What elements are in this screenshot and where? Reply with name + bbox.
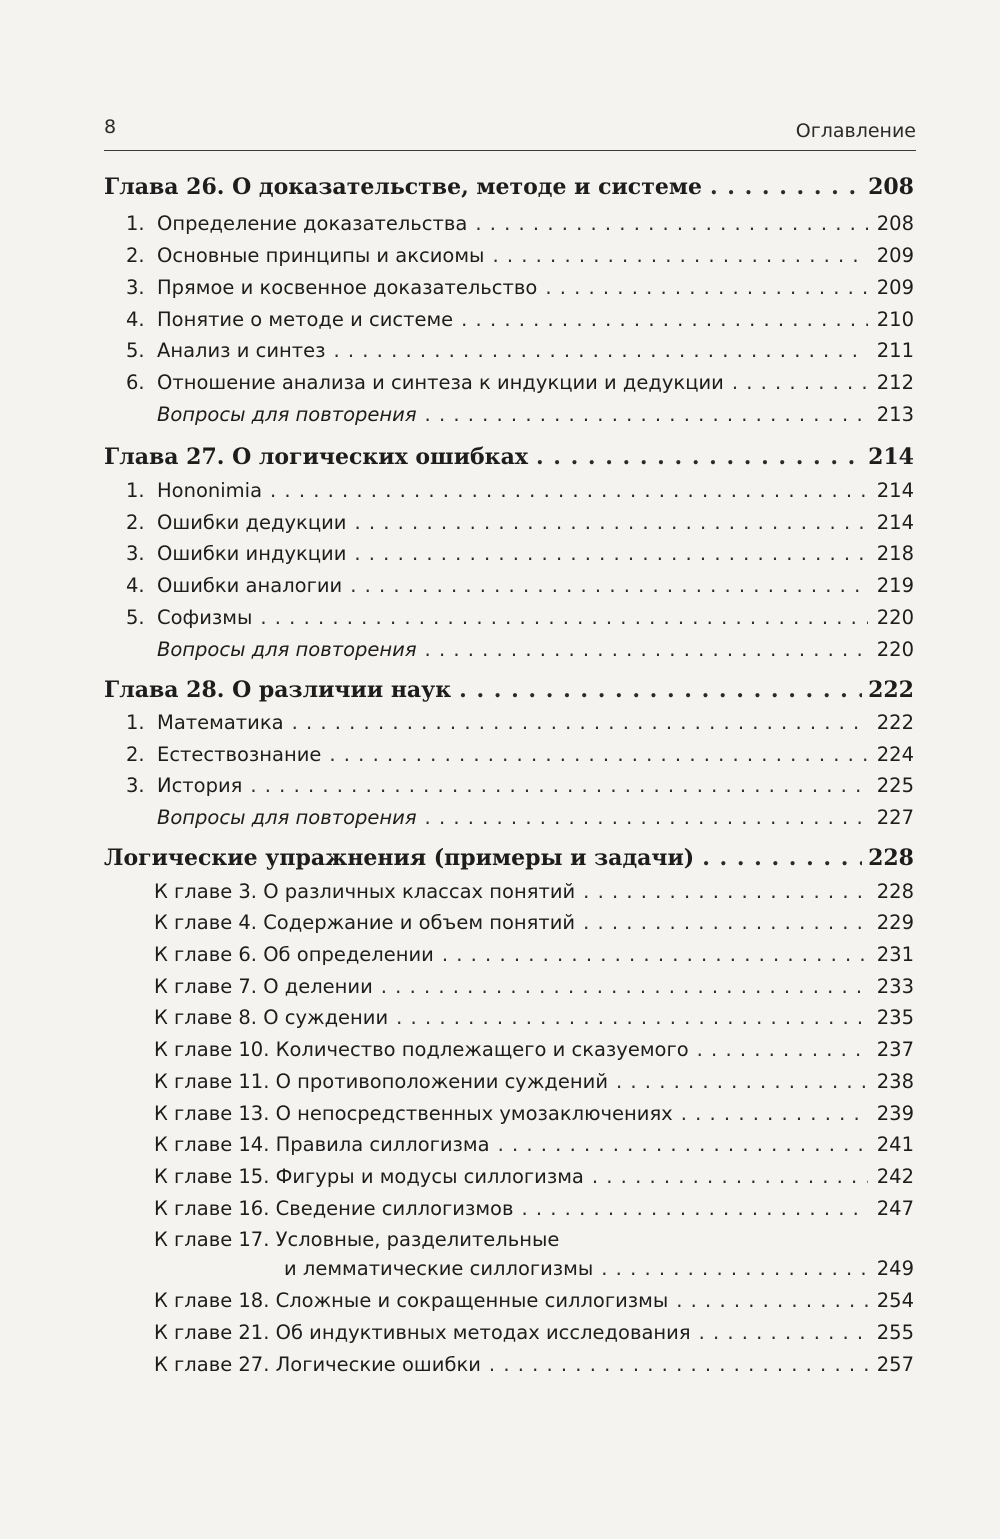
- dot-leader: [425, 638, 868, 661]
- chapter-title: Глава 28. О различии наук: [104, 677, 452, 703]
- item-title: Ошибки индукции: [157, 542, 347, 565]
- item-page: 257: [876, 1353, 914, 1376]
- item-number: 2.: [126, 743, 145, 766]
- item-page: 219: [876, 574, 914, 597]
- toc-review-questions: [104, 806, 914, 829]
- dot-leader: [601, 1257, 868, 1280]
- toc-exercise-item: [104, 1197, 914, 1220]
- item-page: 218: [876, 542, 914, 565]
- toc-exercise-item: [104, 943, 914, 966]
- item-page: 231: [876, 943, 914, 966]
- item-page: 228: [876, 880, 914, 903]
- toc-item: [104, 574, 914, 597]
- item-page: 211: [876, 339, 914, 362]
- item-title: Ошибки аналогии: [157, 574, 343, 597]
- dot-leader: [592, 1165, 868, 1188]
- section-title: Оглавление: [795, 120, 916, 142]
- item-page: 225: [876, 774, 914, 797]
- dot-leader: [732, 371, 868, 394]
- toc-chapter-27: [104, 444, 914, 470]
- item-page: 233: [876, 975, 914, 998]
- item-title: К главе 21. Об индуктивных методах исследования: [154, 1321, 691, 1344]
- dot-leader: [425, 403, 868, 426]
- item-page: 214: [876, 511, 914, 534]
- dot-leader: [333, 339, 868, 362]
- item-page: 238: [876, 1070, 914, 1093]
- item-title: Определение доказательства: [157, 212, 468, 235]
- item-page: 222: [876, 711, 914, 734]
- dot-leader: [350, 574, 868, 597]
- dot-leader: [396, 1006, 868, 1029]
- item-page: 235: [876, 1006, 914, 1029]
- item-title: К главе 7. О делении: [154, 975, 373, 998]
- toc-exercise-item-first-line: [104, 1228, 914, 1251]
- item-number: 3.: [126, 542, 145, 565]
- toc-item: [104, 276, 914, 299]
- item-page: 214: [876, 479, 914, 502]
- toc-exercise-item-continuation: [104, 1257, 914, 1280]
- toc-exercise-item: [104, 880, 914, 903]
- toc-exercise-item: [104, 1321, 914, 1344]
- dot-leader: [492, 244, 868, 267]
- chapter-title: Глава 26. О доказательстве, методе и системе: [104, 174, 702, 200]
- item-page: 254: [876, 1289, 914, 1312]
- item-title: К главе 13. О непосредственных умозаключениях: [154, 1102, 673, 1125]
- toc-item: [104, 244, 914, 267]
- dot-leader: [710, 174, 862, 200]
- item-page: 209: [876, 244, 914, 267]
- toc-item: [104, 606, 914, 629]
- toc-item: [104, 371, 914, 394]
- toc-exercise-item: [104, 1070, 914, 1093]
- item-page: 255: [876, 1321, 914, 1344]
- toc-item: [104, 711, 914, 734]
- dot-leader: [425, 806, 868, 829]
- item-title: К главе 27. Логические ошибки: [154, 1353, 481, 1376]
- item-number: 4.: [126, 574, 145, 597]
- dot-leader: [498, 1133, 868, 1156]
- item-title: История: [157, 774, 243, 797]
- item-title: К главе 18. Сложные и сокращенные силлогизмы: [154, 1289, 669, 1312]
- toc-exercise-item: [104, 1133, 914, 1156]
- item-title: Вопросы для повторения: [157, 638, 417, 661]
- header-rule: [104, 150, 916, 151]
- item-title: Понятие о методе и системе: [157, 308, 454, 331]
- item-title: Анализ и синтез: [157, 339, 326, 362]
- item-number: 2.: [126, 511, 145, 534]
- item-number: 3.: [126, 774, 145, 797]
- item-number: 1.: [126, 212, 145, 235]
- item-title: К главе 8. О суждении: [154, 1006, 389, 1029]
- item-title: К главе 11. О противоположении суждений: [154, 1070, 608, 1093]
- item-number: 3.: [126, 276, 145, 299]
- dot-leader: [292, 711, 868, 734]
- item-title: К главе 10. Количество подлежащего и сказуемого: [154, 1038, 689, 1061]
- item-title-continuation: и лемматические силлогизмы: [284, 1257, 594, 1280]
- chapter-title: Глава 27. О логических ошибках: [104, 444, 528, 470]
- dot-leader: [676, 1289, 868, 1312]
- item-title: Ошибки дедукции: [157, 511, 347, 534]
- toc-exercise-item: [104, 1102, 914, 1125]
- item-page: 220: [876, 638, 914, 661]
- dot-leader: [699, 1321, 868, 1344]
- dot-leader: [260, 606, 868, 629]
- toc-item: [104, 542, 914, 565]
- item-number: 1.: [126, 479, 145, 502]
- item-title: Hononimia: [157, 479, 263, 502]
- toc-item: [104, 774, 914, 797]
- chapter-page: 228: [868, 845, 914, 871]
- item-page: 213: [876, 403, 914, 426]
- dot-leader: [681, 1102, 868, 1125]
- dot-leader: [583, 911, 868, 934]
- item-page: 209: [876, 276, 914, 299]
- item-title: К главе 4. Содержание и объем понятий: [154, 911, 576, 934]
- item-number: 5.: [126, 606, 145, 629]
- item-page: 242: [876, 1165, 914, 1188]
- item-title: К главе 16. Сведение силлогизмов: [154, 1197, 514, 1220]
- chapter-page: 208: [868, 174, 914, 200]
- item-title: Математика: [157, 711, 284, 734]
- item-number: 5.: [126, 339, 145, 362]
- item-title: К главе 17. Условные, разделительные: [154, 1228, 560, 1251]
- toc-exercise-item: [104, 911, 914, 934]
- item-page: 249: [876, 1257, 914, 1280]
- toc-item: [104, 212, 914, 235]
- dot-leader: [461, 308, 868, 331]
- item-title: Вопросы для повторения: [157, 806, 417, 829]
- dot-leader: [442, 943, 868, 966]
- dot-leader: [697, 1038, 868, 1061]
- item-page: 220: [876, 606, 914, 629]
- toc-exercises: [104, 845, 914, 871]
- item-number: 4.: [126, 308, 145, 331]
- running-header: [104, 112, 916, 148]
- dot-leader: [489, 1353, 868, 1376]
- dot-leader: [475, 212, 868, 235]
- item-title: Естествознание: [157, 743, 322, 766]
- item-page: 208: [876, 212, 914, 235]
- toc-exercise-item: [104, 1353, 914, 1376]
- toc-item: [104, 743, 914, 766]
- item-title: Софизмы: [157, 606, 253, 629]
- dot-leader: [354, 542, 868, 565]
- dot-leader: [354, 511, 868, 534]
- item-page: 237: [876, 1038, 914, 1061]
- dot-leader: [616, 1070, 868, 1093]
- page-number: 8: [104, 116, 117, 138]
- dot-leader: [545, 276, 868, 299]
- dot-leader: [329, 743, 868, 766]
- dot-leader: [270, 479, 868, 502]
- toc-chapter-26: [104, 174, 914, 200]
- toc-item: [104, 339, 914, 362]
- toc-item: [104, 308, 914, 331]
- item-page: 227: [876, 806, 914, 829]
- toc-review-questions: [104, 403, 914, 426]
- dot-leader: [583, 880, 868, 903]
- toc-chapter-28: [104, 677, 914, 703]
- toc-exercise-item: [104, 975, 914, 998]
- item-number: 6.: [126, 371, 145, 394]
- dot-leader: [381, 975, 868, 998]
- item-page: 229: [876, 911, 914, 934]
- dot-leader: [250, 774, 868, 797]
- chapter-title: Логические упражнения (примеры и задачи): [104, 845, 695, 871]
- chapter-page: 222: [868, 677, 914, 703]
- item-page: 210: [876, 308, 914, 331]
- item-title: К главе 15. Фигуры и модусы силлогизма: [154, 1165, 584, 1188]
- dot-leader: [459, 677, 862, 703]
- item-number: 2.: [126, 244, 145, 267]
- toc-exercise-item: [104, 1289, 914, 1312]
- item-page: 247: [876, 1197, 914, 1220]
- item-page: 239: [876, 1102, 914, 1125]
- dot-leader: [536, 444, 862, 470]
- item-title: Прямое и косвенное доказательство: [157, 276, 538, 299]
- toc-exercise-item: [104, 1006, 914, 1029]
- item-page: 212: [876, 371, 914, 394]
- item-title: Основные принципы и аксиомы: [157, 244, 485, 267]
- item-title: Отношение анализа и синтеза к индукции и дедукции: [157, 371, 724, 394]
- item-title: К главе 6. Об определении: [154, 943, 434, 966]
- item-title: К главе 3. О различных классах понятий: [154, 880, 576, 903]
- item-page: 224: [876, 743, 914, 766]
- item-title: К главе 14. Правила силлогизма: [154, 1133, 490, 1156]
- item-number: 1.: [126, 711, 145, 734]
- chapter-page: 214: [868, 444, 914, 470]
- dot-leader: [521, 1197, 868, 1220]
- toc-item: [104, 511, 914, 534]
- dot-leader: [702, 845, 862, 871]
- toc-review-questions: [104, 638, 914, 661]
- toc-item: [104, 479, 914, 502]
- toc-exercise-item: [104, 1038, 914, 1061]
- item-title: Вопросы для повторения: [157, 403, 417, 426]
- toc-exercise-item: [104, 1165, 914, 1188]
- item-page: 241: [876, 1133, 914, 1156]
